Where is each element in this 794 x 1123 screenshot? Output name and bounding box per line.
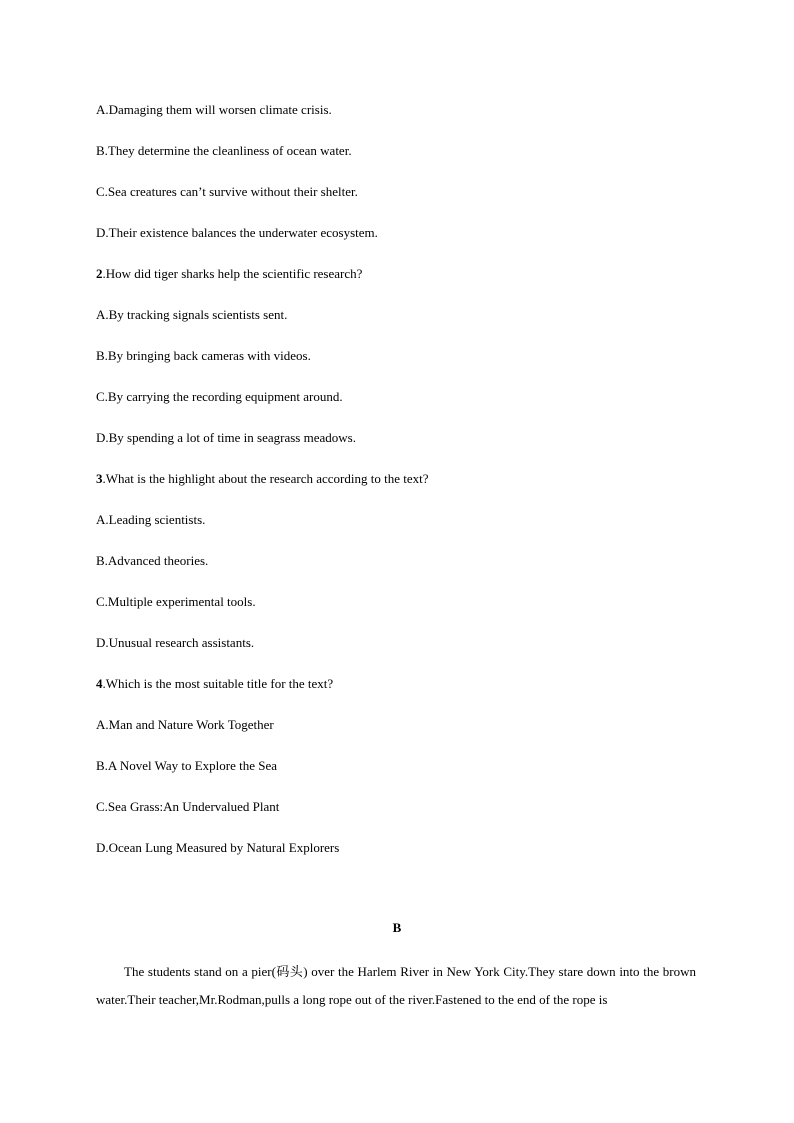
- question-list: [96, 100, 696, 879]
- option-2b: B.By bringing back cameras with videos.: [96, 348, 311, 363]
- question-number: 4: [96, 676, 103, 691]
- option-4b: B.A Novel Way to Explore the Sea: [96, 758, 278, 773]
- question-4-stem: [96, 674, 696, 715]
- question-2-stem: [96, 264, 696, 305]
- question-number: 3: [96, 471, 103, 486]
- option-1c: C.Sea creatures can’t survive without their shelter.: [96, 184, 358, 199]
- option-4c: C.Sea Grass:An Undervalued Plant: [96, 799, 280, 814]
- option-3a: A.Leading scientists.: [96, 512, 206, 527]
- option-3d: D.Unusual research assistants.: [96, 635, 255, 650]
- option-1b: B.They determine the cleanliness of ocean water.: [96, 143, 352, 158]
- question-text: .What is the highlight about the research according to the text?: [102, 471, 429, 486]
- option-3b: B.Advanced theories.: [96, 553, 209, 568]
- section-heading: B: [392, 920, 402, 935]
- option-2c: C.By carrying the recording equipment around.: [96, 389, 343, 404]
- option-1a: A.Damaging them will worsen climate crisis.: [96, 102, 332, 117]
- question-text: .Which is the most suitable title for the text?: [102, 676, 334, 691]
- question-text: .How did tiger sharks help the scientific research?: [102, 266, 363, 281]
- option-2d: D.By spending a lot of time in seagrass meadows.: [96, 430, 356, 445]
- option-3c: C.Multiple experimental tools.: [96, 594, 256, 609]
- option-4a: A.Man and Nature Work Together: [96, 717, 274, 732]
- passage-text: The students stand on a pier(码头) over the Harlem River in New York City.They stare down into the brown water.Their teacher,Mr.Rodman,pulls a long rope out of the river.Fastened to the end of the rope is: [96, 964, 696, 1007]
- option-4d: D.Ocean Lung Measured by Natural Explorers: [96, 840, 340, 855]
- option-1d: D.Their existence balances the underwater ecosystem.: [96, 225, 378, 240]
- option-2a: A.By tracking signals scientists sent.: [96, 307, 288, 322]
- question-number: 2: [96, 266, 103, 281]
- question-3-stem: [96, 469, 696, 510]
